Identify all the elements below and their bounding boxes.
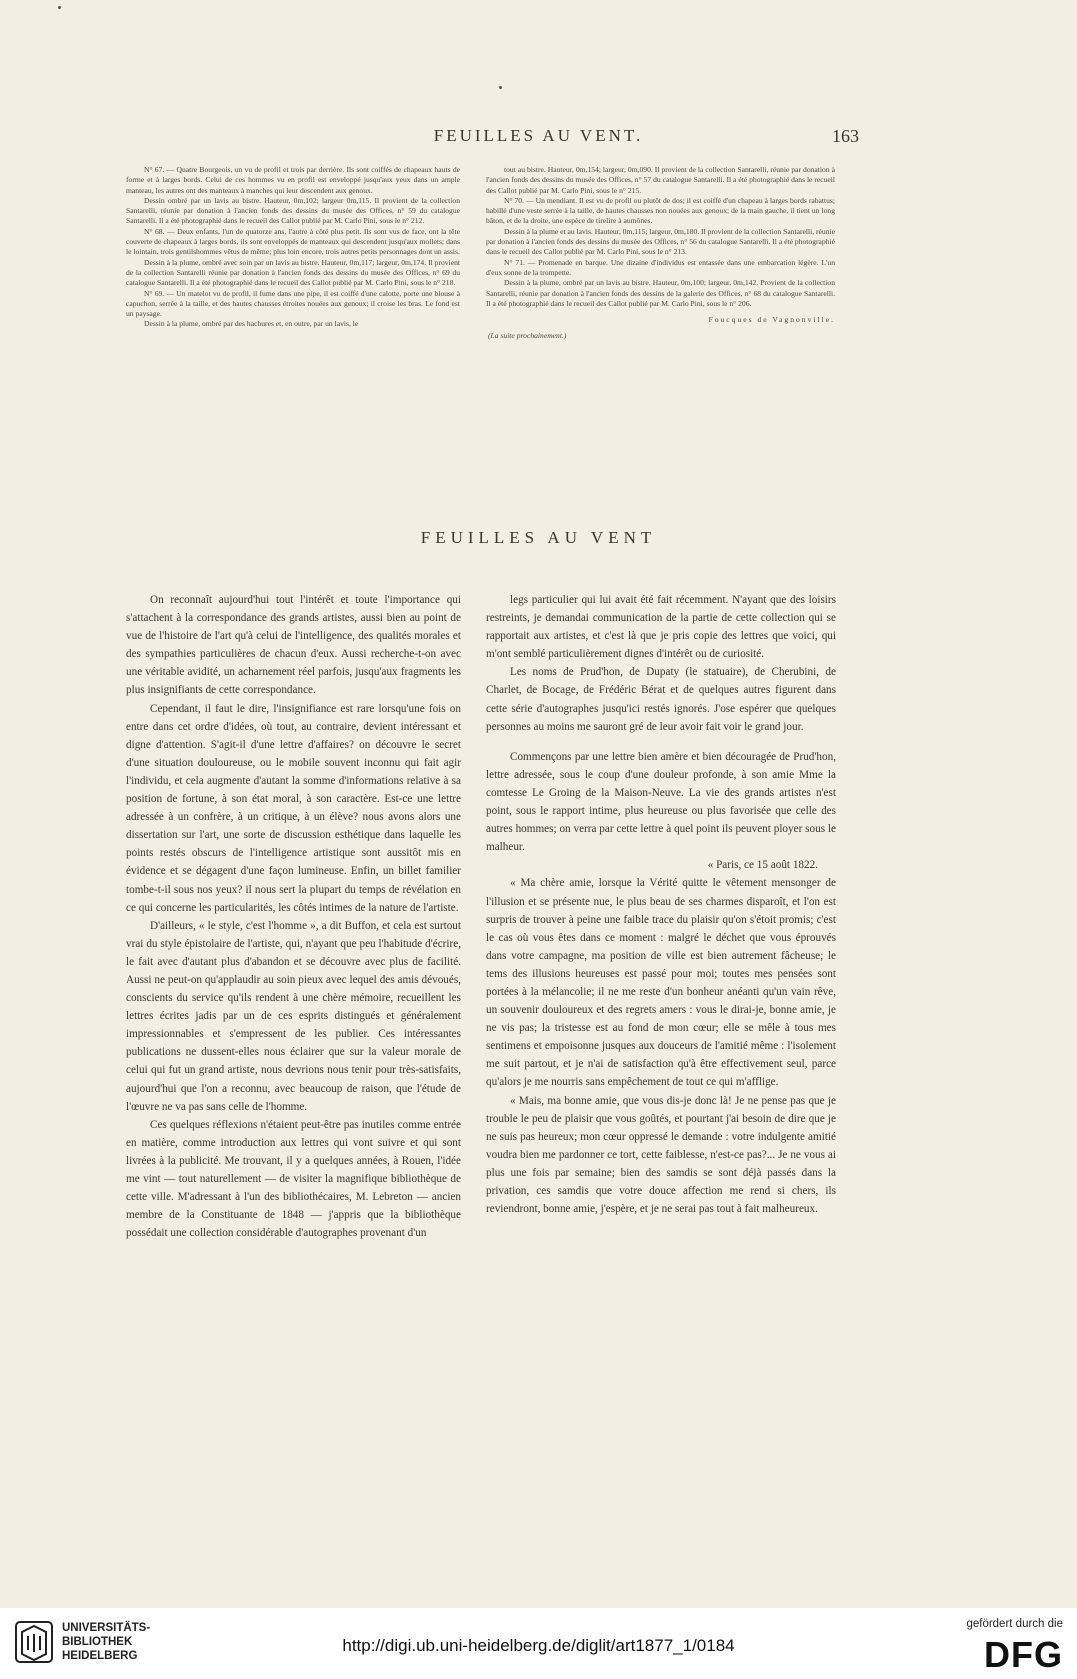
letter-paragraph: « Mais, ma bonne amie, que vous dis-je donc là! Je ne pense pas que je trouble le peu de plaisir que vous goûtés, et pourtant j'ai besoin de dire que je ne suis pas heureux; mon cœur oppressé le demande : votre indulgente amitié voudra bien me pardonner ce tort, cette faiblesse, n'est-ce pas?... Je ne vous ai plus une fois par semaine; bien des samdis se sont déjà passés dans la privation, ces samdis que votre douce affection me rend si chers, ils reviendront, bonne amie, j'espère, et je ne serai pas tout à fait malheureux.	[486, 1094, 836, 1216]
note-paragraph: Dessin à la plume, ombré par des hachures et, en outre, par un lavis, le	[144, 319, 359, 329]
article-paragraph: Les noms de Prud'hon, de Dupaty (le statuaire), de Cherubini, de Charlet, de Bocage, de Frédéric Bérat et de quelques autres figurent dans cette série d'autographes jusqu'ici restés ignorés. J'ose espérer que quelques personnes au moins me sauront gré de leur avoir fait voir le grand jour.	[486, 666, 836, 733]
article-paragraph: On reconnaît aujourd'hui tout l'intérêt et toute l'importance qui s'attachent à la correspondance des grands artistes, aussi bien au point de vue de l'histoire de l'art qu'à celui de l'intelligence, des qualités morales et des sympathies particulières de chacun d'eux. Aussi recherche-t-on avec une véritable avidité, un acharnement réel parfois, jusqu'aux fragments les plus insignifiants de cette correspondance.	[126, 594, 461, 697]
note-paragraph: Dessin à la plume, ombré avec soin par un lavis au bistre. Hauteur, 0m,117; largeur, 0m,174. Il provient de la collection Santarelli réunie par donation à l'ancien fonds des dessins du musée des Offices, n° 69 du catalogue Santarelli. Il a été photographié dans le recueil des Callot publié par M. Carlo Pini, sous le n° 218.	[126, 257, 460, 288]
note-paragraph: Dessin à la plume, ombré par un lavis au bistre. Hauteur, 0m,100; largeur, 0m,142. Provient de la collection Santarelli, réunie par donation à l'ancien fonds des dessins de la galerie des Offices, n° 68 du catalogue Santarelli. Il a été photographié dans le recueil des Callot publié par M. Carlo Pini, sous le n° 206.	[486, 278, 835, 308]
letter-date: « Paris, ce 15 août 1822.	[707, 859, 818, 872]
document-url[interactable]: http://digi.ub.uni-heidelberg.de/diglit/art1877_1/0184	[342, 1636, 735, 1655]
note-paragraph: N° 67. — Quatre Bourgeois, un vu de profil et trois par derrière. Ils sont coiffés de chapeaux hauts de forme et à larges bords. Celui de ces hommes vu en profil est enveloppé jusqu'aux yeux dans un ample manteau, les autres ont des manteaux à manches qui leur descendent aux genoux.	[126, 165, 460, 195]
note-paragraph: tout au bistre. Hauteur, 0m,154; largeur, 0m,090. Il provient de la collection Santarelli, réunie par donation à l'ancien fonds des dessins du musée des Offices, n° 57 du catalogue Santarelli. Il a été photographié dans le recueil des Callot publié par M. Carlo Pini, sous le n° 215.	[486, 165, 835, 195]
note-paragraph: N° 70. — Un mendiant. Il est vu de profil ou plutôt de dos; il est coiffé d'un chapeau à larges bords rabattus; habillé d'une veste serrée à la taille, de hautes chausses non nouées aux genoux; de la main gauche, il tient un long bâton, et de la droite, une espèce de tirelire à aumônes.	[486, 195, 835, 226]
notes-left-column	[126, 165, 460, 330]
funded-by-label: gefördert durch die	[966, 1618, 1063, 1630]
scan-speck	[58, 6, 61, 9]
author-signature: Foucques de Vagnonville.	[708, 315, 835, 325]
running-title: FEUILLES AU VENT.	[433, 126, 644, 145]
letter-paragraph: « Ma chère amie, lorsque la Vérité quitte le vêtement mensonger de l'illusion et se présente nue, le plus beau de ses charmes disparoît, et l'on est surpris de trouver à peine une faible trace du plaisir qu'on s'étoit promis; c'est le cas où vous êtes dans ce moment : malgré le déchet que vous éprouvés dans votre campagne, ma position de ville est bien autrement fâcheuse; le tems des illusions heureuses est passé pour moi; toutes mes pensées sont portées à la mélancolie; il ne me reste d'un bonheur anéanti qu'un vain rêve, un souvenir douloureux et des regrets amers : vous le dirai-je, bonne amie, je ne vis pas; la tristesse est au fond de mon cœur; elle se mêle à tous mes sentimens et empoisonne jusques aux douceurs de l'amitié même : l'isolement me suit partout, et je n'ai de satisfaction qu'à être effectivement seul, parce qu'alors je me nourris sans empêchement de tout ce qui m'afflige.	[486, 877, 836, 1089]
library-name-line: HEIDELBERG	[62, 1650, 138, 1662]
note-paragraph: Dessin ombré par un lavis au bistre. Hauteur, 0m,102; largeur 0m,115. Il provient de la collection Santarelli, réunie par donation à l'ancien fonds des dessins du musée des Offices, n° 59 du catalogue Santarelli. Il a été photographié dans le recueil des Callot publié par M. Carlo Pini, sous le n° 212.	[126, 195, 460, 226]
note-paragraph: N° 71. — Promenade en barque. Une dizaine d'individus est entassée dans une embarcation légère. L'un d'eux sonne de la trompette.	[486, 257, 835, 277]
library-name-line: UNIVERSITÄTS-	[62, 1622, 151, 1634]
note-paragraph: Dessin à la plume et au lavis. Hauteur, 0m,115; largeur, 0m,180. Il provient de la collection Santarelli, réunie par donation à l'ancien fonds des dessins du musée des Offices, n° 56 du catalogue Santarelli. Il a été photographié dans le recueil des Callot publié par M. Carlo Pini, sous le n° 213.	[486, 226, 835, 257]
continued-note: (La suite prochainement.)	[488, 331, 567, 341]
dfg-logo[interactable]: DFG	[984, 1634, 1063, 1675]
article-left-column	[126, 591, 461, 1242]
page-number: 163	[832, 126, 859, 146]
article-right-column	[486, 591, 836, 1218]
note-paragraph: N° 68. — Deux enfants, l'un de quatorze ans, l'autre à côté plus petit. Ils sont vus de face, ont la tête couverte de chapeaux à larges bords, ils sont enveloppés de manteaux qui descendent jusqu'aux mollets; dans le lointain, trois gentilshommes vêtus de même; plus loin encore, trois autres petits personnages dont un assis.	[126, 226, 460, 257]
article-paragraph: D'ailleurs, « le style, c'est l'homme », a dit Buffon, et cela est surtout vrai du style épistolaire de l'artiste, qui, n'ayant que peu l'habitude d'écrire, le fait avec d'autant plus d'abandon et se découvre avec plus de facilité. Aussi ne peut-on qu'applaudir au soin pieux avec lequel des amis dévoués, conscients du service qu'ils rendent à une chère mémoire, recueillent les lettres écrites jadis par un de ces esprits distingués et généralement impressionnables et s'empressent de les publier. Ces intéressantes publications ne dussent-elles nous éclairer que sur la valeur morale de celui qui fut un grand artiste, nous devrions nous tenir pour très-satisfaits, aujourd'hui que l'on a reconnu, avec beaucoup de raison, que l'étude de l'œuvre ne va pas sans celle de l'homme.	[126, 919, 461, 1113]
article-paragraph: Cependant, il faut le dire, l'insignifiance est rare lorsqu'une fois on entre dans cet ordre d'idées, où tout, au contraire, devient intéressant et digne d'attention. S'agit-il d'une lettre d'affaires? on découvre le secret d'une situation douloureuse, ou le mobile souvent inconnu qui fait agir l'individu, et cela augmente d'autant la somme d'informations relative à sa position de fortune, à son état moral, à son caractère. Est-ce une lettre adressée à un confrère, à un critique, à un élève? nous avons alors une dissertation sur l'art, une sorte de discussion esthétique dans laquelle les points restés obscurs de l'intelligence artistique sont aussitôt mis en évidence et se dégagent d'une façon lumineuse. Enfin, un billet familier tombe-t-il sous nos yeux? il nous sert la plupart du temps de révélation en ce qui concerne les particularités, les côtés intimes de la nature de l'artiste.	[126, 702, 461, 914]
library-name-line: BIBLIOTHEK	[62, 1636, 133, 1648]
digitization-footer	[0, 1608, 1077, 1679]
scan-speck	[499, 86, 502, 89]
notes-right-column	[486, 165, 835, 342]
article-title: FEUILLES AU VENT	[420, 528, 657, 547]
article-paragraph: Ces quelques réflexions n'étaient peut-être pas inutiles comme entrée en matière, comme introduction aux lettres qui vont suivre et qui sont livrées à la publicité. Me trouvant, il y a quelques années, à Rouen, l'idée me vint — tout naturellement — de visiter la magnifique bibliothèque de cette ville. M'adressant à l'un des bibliothécaires, M. Lebreton — ancien membre de la Constituante de 1848 — j'appris que la bibliothèque possédait une collection considérable d'autographes provenant d'un	[126, 1118, 461, 1240]
note-paragraph: N° 69. — Un matelot vu de profil, il fume dans une pipe, il est coiffé d'une calotte, porte une blouse à capuchon, serrée à la taille, et des hautes chausses étroites nouées aux genoux; il croise les bras. Le fond est un paysage.	[126, 288, 460, 319]
article-paragraph: legs particulier qui lui avait été fait récemment. N'ayant que des loisirs restreints, je demandai communication de la partie de cette collection qui se rapportait aux artistes, et c'est là que je pris copie des lettres que voici, qui m'ont semblé particulièrement dignes d'intérêt ou de curiosité.	[486, 594, 836, 661]
article-paragraph: Commençons par une lettre bien amère et bien découragée de Prud'hon, lettre adressée, sous le coup d'une douleur profonde, à son amie Mme la comtesse Le Groing de la Maison-Neuve. La vie des grands artistes n'est point, sous le rapport intime, plus heureuse ou plus favorisée que celle des autres hommes; on verra par cette lettre à quel point ils peuvent ployer sous le malheur.	[486, 750, 836, 854]
